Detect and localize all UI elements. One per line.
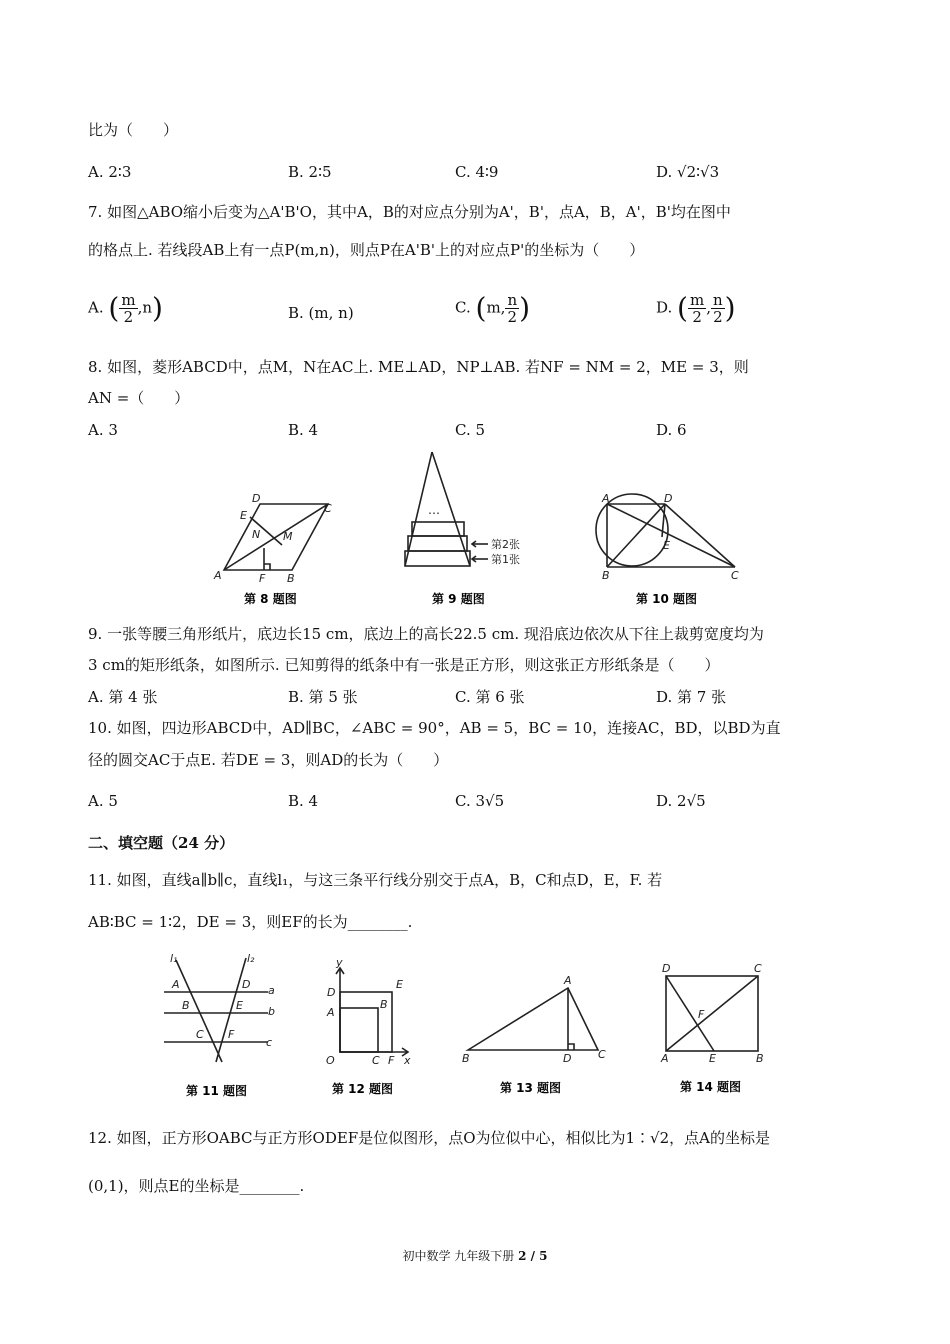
fig11-label-line-c: c xyxy=(266,1036,273,1049)
q10-option-c: C. 3√5 xyxy=(455,792,505,810)
fig11-label-l1: l₁ xyxy=(170,952,178,965)
q9-option-d: D. 第 7 张 xyxy=(656,688,727,706)
fig14-label-b: B xyxy=(756,1052,764,1065)
q8-option-d: D. 6 xyxy=(656,421,687,439)
fig14-label-a: A xyxy=(661,1052,669,1065)
fig11-label-e: E xyxy=(236,999,243,1012)
q7-option-d: D. ( $\frac{m}{2}$ , $\frac{n}{2}$ ) xyxy=(656,291,736,326)
fig11-label-d: D xyxy=(242,978,251,991)
fig12-label-e: E xyxy=(396,978,403,991)
figure-row-1 xyxy=(200,448,760,616)
fig12-label-y: y xyxy=(336,956,343,969)
q10-option-a: A. 5 xyxy=(88,792,118,810)
figure-11-caption: 第 11 题图 xyxy=(186,1084,248,1098)
fig13-label-c: C xyxy=(598,1048,606,1061)
q7-line-2: 的格点上. 若线段AB上有一点P(m,n)，则点P在A'B'上的对应点P'的坐标为（ ） xyxy=(88,241,645,259)
fig10-label-b: B xyxy=(602,569,610,582)
fig10-label-c: C xyxy=(731,569,739,582)
figure-8-caption: 第 8 题图 xyxy=(244,592,297,606)
q8-option-a: A. 3 xyxy=(88,421,118,439)
q9-line-1: 9. 一张等腰三角形纸片，底边长15 cm，底边上的高长22.5 cm. 现沿底边依次从下往上裁剪宽度均为 xyxy=(88,625,764,643)
fig14-label-f: F xyxy=(698,1008,705,1021)
fig12-label-c: C xyxy=(372,1054,380,1067)
fig10-label-d: D xyxy=(664,492,673,505)
fig12-label-x: x xyxy=(404,1054,411,1067)
q9-option-c: C. 第 6 张 xyxy=(455,688,525,706)
q7-line-1: 7. 如图△ABO缩小后变为△A'B'O，其中A，B的对应点分别为A'，B'，点A，B，A'，B'均在图中 xyxy=(88,203,731,221)
fig10-label-a: A xyxy=(602,492,610,505)
figure-11-parallel-lines xyxy=(164,958,268,1062)
q6-option-d: D. √2∶√3 xyxy=(656,163,720,181)
fig8-label-a: A xyxy=(214,569,222,582)
figure-row-2 xyxy=(150,950,790,1102)
figure-9-triangle xyxy=(405,452,488,566)
page-footer xyxy=(0,1247,950,1264)
fig11-label-a: A xyxy=(172,978,180,991)
footer-page-number: 2 / 5 xyxy=(518,1249,548,1263)
q10-option-d: D. 2√5 xyxy=(656,792,706,810)
fig8-label-b: B xyxy=(287,572,295,585)
q8-line-1: 8. 如图，菱形ABCD中，点M，N在AC上. ME⊥AD，NP⊥AB. 若NF = NM = 2，ME = 3，则 xyxy=(88,358,749,376)
q8-option-b: B. 4 xyxy=(288,421,319,439)
q7-option-b: B. (m, n) xyxy=(288,304,354,322)
section-2-heading: 二、填空题（24 分） xyxy=(88,834,235,852)
fig8-label-c: C xyxy=(324,502,332,515)
figure-10-caption: 第 10 题图 xyxy=(636,592,698,606)
q12-line-2: (0,1)，则点E的坐标是________. xyxy=(88,1177,305,1195)
q9-option-a: A. 第 4 张 xyxy=(88,688,158,706)
q8-line-2: AN =（ ） xyxy=(88,389,190,407)
figure-9-caption: 第 9 题图 xyxy=(432,592,485,606)
q9-line-2: 3 cm的矩形纸条，如图所示. 已知剪得的纸条中有一张是正方形，则这张正方形纸条是（ ） xyxy=(88,656,720,674)
fig8-label-f: F xyxy=(259,572,266,585)
fig11-label-b: B xyxy=(182,999,190,1012)
fig12-label-f: F xyxy=(388,1054,395,1067)
fig9-dots: … xyxy=(428,503,440,517)
q6-tail: 比为（ ） xyxy=(88,121,179,139)
figure-14-rectangle xyxy=(666,976,758,1051)
q6-option-c: C. 4∶9 xyxy=(455,163,499,181)
fig8-label-m: M xyxy=(283,530,293,543)
fig13-label-a: A xyxy=(564,974,572,987)
q7-option-c: C. (m, $\frac{n}{2}$ ) xyxy=(455,291,531,326)
footer-subject: 初中数学 九年级下册 xyxy=(402,1249,519,1263)
fig11-label-line-b: b xyxy=(268,1005,275,1018)
q7-option-a: A. ( $\frac{m}{2}$ ,n) xyxy=(88,291,163,326)
fig12-label-b: B xyxy=(380,998,388,1011)
figure-13-triangle xyxy=(468,988,598,1050)
q6-option-b: B. 2∶5 xyxy=(288,163,332,181)
fig8-label-n: N xyxy=(252,528,261,541)
figure-13-caption: 第 13 题图 xyxy=(500,1081,562,1095)
fig11-label-l2: l₂ xyxy=(247,952,255,965)
fig13-label-d: D xyxy=(563,1052,572,1065)
figure-14-caption: 第 14 题图 xyxy=(680,1080,742,1094)
q9-option-b: B. 第 5 张 xyxy=(288,688,358,706)
figure-12-caption: 第 12 题图 xyxy=(332,1082,394,1096)
fig13-label-b: B xyxy=(462,1052,470,1065)
q10-line-1: 10. 如图，四边形ABCD中，AD∥BC，∠ABC = 90°，AB = 5，BC = 10，连接AC，BD，以BD为直 xyxy=(88,719,781,737)
q11-line-2: AB∶BC = 1∶2，DE = 3，则EF的长为________. xyxy=(88,913,413,931)
fig11-label-c: C xyxy=(196,1028,204,1041)
q10-option-b: B. 4 xyxy=(288,792,319,810)
fig10-label-e: E xyxy=(663,539,670,552)
fig14-label-d: D xyxy=(662,962,671,975)
fig12-label-a: A xyxy=(327,1006,335,1019)
q12-line-1: 12. 如图，正方形OABC与正方形ODEF是位似图形，点O为位似中心，相似比为1∶√2，点A的坐标是 xyxy=(88,1129,770,1147)
fig9-label-zhang1: 第1张 xyxy=(491,553,520,566)
q10-line-2: 径的圆交AC于点E. 若DE = 3，则AD的长为（ ） xyxy=(88,751,449,769)
fig12-label-d: D xyxy=(327,986,336,999)
q8-option-c: C. 5 xyxy=(455,421,486,439)
fig11-label-f: F xyxy=(228,1028,235,1041)
fig12-label-o: O xyxy=(326,1054,335,1067)
fig8-label-d: D xyxy=(252,492,261,505)
fig14-label-c: C xyxy=(754,962,762,975)
q6-option-a: A. 2∶3 xyxy=(88,163,132,181)
q11-line-1: 11. 如图，直线a∥b∥c，直线l₁，与这三条平行线分别交于点A，B，C和点D，E，F. 若 xyxy=(88,871,663,889)
fig14-label-e: E xyxy=(709,1052,716,1065)
fig8-label-e: E xyxy=(240,509,247,522)
fig11-label-line-a: a xyxy=(268,984,275,997)
fig9-label-zhang2: 第2张 xyxy=(491,538,520,551)
